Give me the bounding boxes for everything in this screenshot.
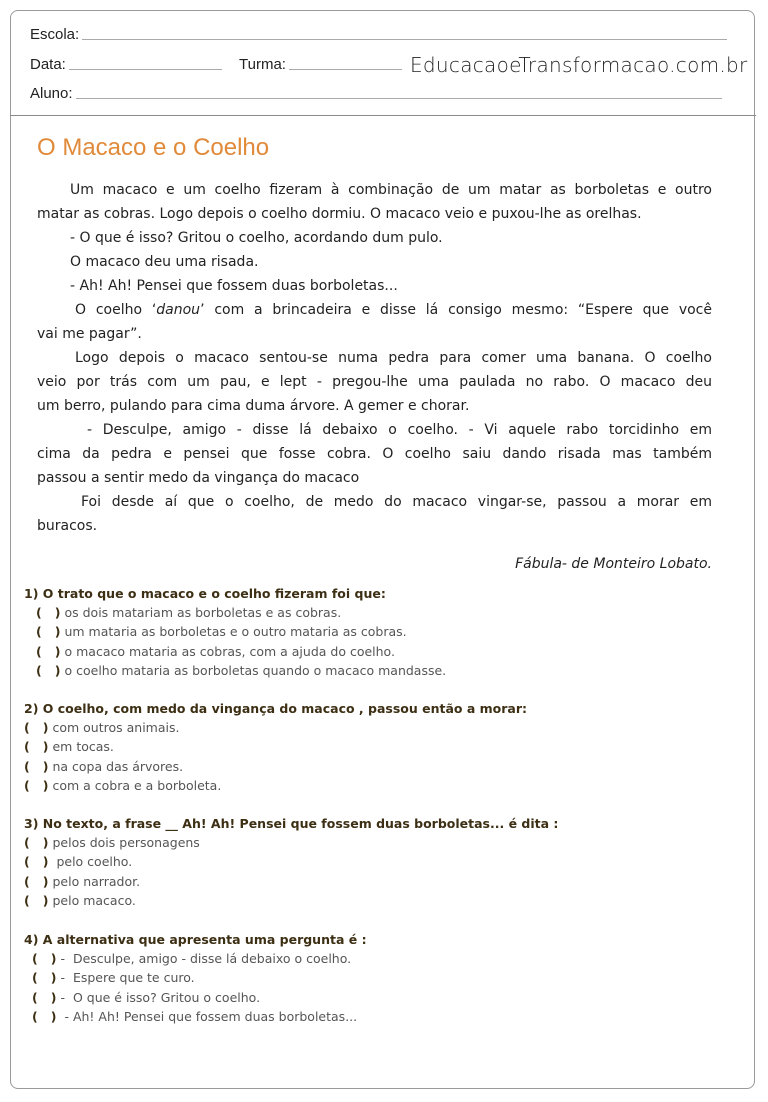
question-3: [24, 814, 558, 910]
option-text: em tocas.: [52, 739, 114, 755]
story-line: - Ah! Ah! Pensei que fossem duas borboletas...: [70, 278, 398, 294]
header-divider: [10, 115, 756, 116]
answer-checkbox[interactable]: ( ): [24, 892, 49, 908]
question-heading: 3) No texto, a frase __ Ah! Ah! Pensei que fossem duas borboletas... é dita :: [24, 816, 559, 831]
answer-option[interactable]: [36, 642, 446, 661]
answer-option[interactable]: [24, 737, 527, 756]
story-line: buracos.: [37, 518, 98, 534]
story-line: [37, 298, 712, 322]
story-line: - O que é isso? Gritou o coelho, acordando dum pulo.: [70, 230, 443, 246]
story-line: passou a sentir medo da vingança do macaco: [37, 470, 360, 486]
option-text: - Espere que te curo.: [60, 970, 195, 986]
answer-option[interactable]: [32, 949, 367, 968]
answer-checkbox[interactable]: ( ): [24, 720, 49, 735]
answer-option[interactable]: [24, 718, 527, 737]
answer-option[interactable]: [36, 603, 446, 622]
story-text: [37, 178, 712, 538]
story-line: matar as cobras. Logo depois o coelho dormiu. O macaco veio e puxou-lhe as orelhas.: [37, 206, 642, 222]
answer-checkbox[interactable]: ( ): [36, 662, 61, 678]
answer-checkbox[interactable]: ( ): [24, 873, 49, 889]
answer-option[interactable]: [24, 776, 527, 795]
option-text: pelo narrador.: [52, 873, 141, 889]
story-title: O Macaco e o Coelho: [37, 134, 270, 161]
question-4: [24, 930, 367, 1026]
answer-checkbox[interactable]: ( ): [36, 624, 61, 640]
date-field[interactable]: [30, 56, 222, 73]
answer-option[interactable]: [24, 757, 527, 776]
story-italic-word: danou: [156, 302, 201, 318]
option-text: - O que é isso? Gritou o coelho.: [60, 989, 261, 1005]
answer-checkbox[interactable]: ( ): [24, 739, 49, 755]
answer-option[interactable]: [24, 872, 558, 891]
student-field[interactable]: [30, 85, 722, 102]
class-field[interactable]: [239, 56, 402, 73]
answer-checkbox[interactable]: ( ): [32, 970, 57, 986]
story-line: - Desculpe, amigo - disse lá debaixo o coelho. - Vi aquele rabo torcidinho em: [87, 422, 712, 438]
site-logo: EducacaoeTransformacao.com.br: [410, 53, 748, 77]
answer-checkbox[interactable]: ( ): [32, 1008, 57, 1024]
story-line: O macaco deu uma risada.: [70, 254, 259, 270]
answer-checkbox[interactable]: ( ): [24, 854, 49, 870]
option-text: um mataria as borboletas e o outro mataria as cobras.: [64, 624, 407, 640]
answer-option[interactable]: [24, 891, 558, 910]
option-text: com outros animais.: [52, 720, 180, 735]
story-text-segment: O coelho ‘: [75, 302, 157, 318]
story-line: Logo depois o macaco sentou-se numa pedra para comer uma banana. O coelho: [75, 350, 712, 366]
story-line: cima da pedra e pensei que fosse cobra. O coelho saiu dando risada mas também: [37, 446, 712, 462]
answer-option[interactable]: [36, 622, 446, 641]
question-heading: 1) O trato que o macaco e o coelho fizeram foi que:: [24, 586, 386, 601]
option-text: na copa das árvores.: [52, 758, 184, 774]
option-text: pelos dois personagens: [52, 835, 200, 850]
story-line: um berro, pulando para cima duma árvore. A gemer e chorar.: [37, 398, 470, 414]
school-field[interactable]: [30, 26, 727, 43]
story-line: veio por trás com um pau, e lept - pregou-lhe uma paulada no rabo. O macaco deu: [37, 374, 712, 390]
class-label: Turma:: [239, 56, 286, 73]
school-label: Escola:: [30, 26, 80, 43]
option-text: pelo macaco.: [52, 892, 136, 908]
student-label: Aluno:: [30, 85, 73, 102]
option-text: pelo coelho.: [52, 854, 133, 870]
answer-option[interactable]: [32, 1007, 367, 1026]
story-citation: Fábula- de Monteiro Lobato.: [515, 556, 712, 572]
question-heading: 2) O coelho, com medo da vingança do macaco , passou então a morar:: [24, 701, 528, 716]
option-text: o macaco mataria as cobras, com a ajuda do coelho.: [64, 643, 395, 659]
answer-option[interactable]: [32, 988, 367, 1007]
question-2: [24, 699, 527, 795]
answer-option[interactable]: [36, 661, 446, 680]
answer-checkbox[interactable]: ( ): [36, 605, 61, 620]
story-line: vai me pagar”.: [37, 326, 142, 342]
question-1: [24, 584, 446, 680]
option-text: - Ah! Ah! Pensei que fossem duas borboletas...: [60, 1008, 358, 1024]
answer-checkbox[interactable]: ( ): [32, 951, 57, 966]
date-label: Data:: [30, 56, 66, 73]
option-text: o coelho mataria as borboletas quando o macaco mandasse.: [64, 662, 447, 678]
answer-option[interactable]: [24, 852, 558, 871]
story-text-segment: ’ com a brincadeira e disse lá consigo mesmo: “Espere que você: [200, 302, 712, 318]
story-line: Foi desde aí que o coelho, de medo do macaco vingar-se, passou a morar em: [81, 494, 712, 510]
option-text: - Desculpe, amigo - disse lá debaixo o coelho.: [60, 951, 352, 966]
answer-checkbox[interactable]: ( ): [24, 835, 49, 850]
answer-checkbox[interactable]: ( ): [24, 758, 49, 774]
story-line: Um macaco e um coelho fizeram à combinação de um matar as borboletas e outro: [70, 182, 712, 198]
answer-option[interactable]: [32, 968, 367, 987]
answer-checkbox[interactable]: ( ): [36, 643, 61, 659]
option-text: os dois matariam as borboletas e as cobras.: [64, 605, 342, 620]
answer-checkbox[interactable]: ( ): [32, 989, 57, 1005]
question-heading: 4) A alternativa que apresenta uma pergunta é :: [24, 932, 367, 947]
worksheet-border: [10, 10, 755, 1089]
option-text: com a cobra e a borboleta.: [52, 777, 222, 793]
answer-checkbox[interactable]: ( ): [24, 777, 49, 793]
answer-option[interactable]: [24, 833, 558, 852]
